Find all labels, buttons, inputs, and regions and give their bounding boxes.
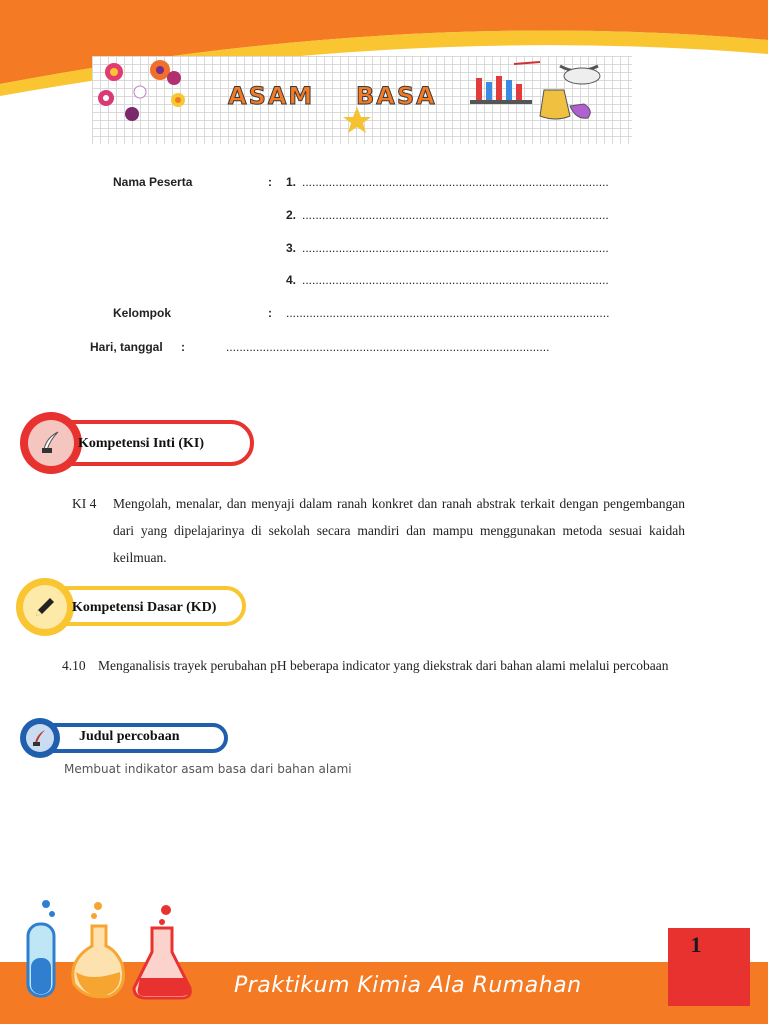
judul-text: Membuat indikator asam basa dari bahan alami [64,762,352,776]
pencil-icon [23,585,67,629]
kd-badge [16,578,74,636]
participant-number: 3. [286,241,297,255]
ki-badge [20,412,82,474]
lab-equipment-illustration [470,60,630,130]
participant-field-2[interactable] [286,208,609,222]
kelompok-label: Kelompok [113,306,172,320]
quill-icon [28,420,74,466]
participant-field-4[interactable] [286,273,609,287]
fill-line: ............................................................................................ [302,208,609,222]
star-icon [342,106,372,134]
hari-tanggal-field[interactable]: ................................................................................................. [226,340,550,354]
kelompok-field[interactable]: ................................................................................................. [286,306,610,320]
kd-text: Menganalisis trayek perubahan pH beberapa indicator yang diekstrak dari bahan alami melalui percobaan [98,658,669,673]
participant-number: 1. [286,175,297,189]
page-number-box [668,928,750,1006]
nama-peserta-label: Nama Peserta [113,175,193,189]
colon: : [268,175,272,189]
chemistry-flasks-illustration [10,896,210,1006]
ki-section-title: Kompetensi Inti (KI) [78,436,204,451]
page-number: 1 [690,932,702,957]
participant-number: 4. [286,273,297,287]
colon: : [268,306,272,320]
participant-field-3[interactable] [286,241,609,255]
ki-label: KI 4 [72,496,97,511]
footer-title: Praktikum Kimia Ala Rumahan [234,973,582,998]
hari-tanggal-label: Hari, tanggal [90,340,163,354]
flowers-illustration [92,56,202,126]
quill-icon [26,724,54,752]
ki-text-first-line [113,490,685,571]
ki-text: Mengolah, menalar, dan menyaji dalam ranah konkret dan ranah abstrak terkait dengan pengembangan dari yang dipelajarinya di sekolah secara mandiri dan mampu menggunakan metoda sesuai kaidah keilmuan. [113,496,685,565]
banner-title-asam: ASAM [228,82,315,110]
participant-number: 2. [286,208,297,222]
judul-badge [20,718,60,758]
fill-line: ............................................................................................ [302,241,609,255]
kd-section-title: Kompetensi Dasar (KD) [72,600,217,615]
colon: : [181,340,185,354]
judul-section-title: Judul percobaan [79,729,180,744]
fill-line: ............................................................................................ [302,273,609,287]
kd-label: 4.10 [62,658,86,673]
banner-title-basa: BASA [356,82,437,110]
kd-paragraph [98,652,702,679]
fill-line: ............................................................................................ [302,175,609,189]
participant-field-1[interactable] [286,175,609,189]
header-banner [92,56,632,144]
